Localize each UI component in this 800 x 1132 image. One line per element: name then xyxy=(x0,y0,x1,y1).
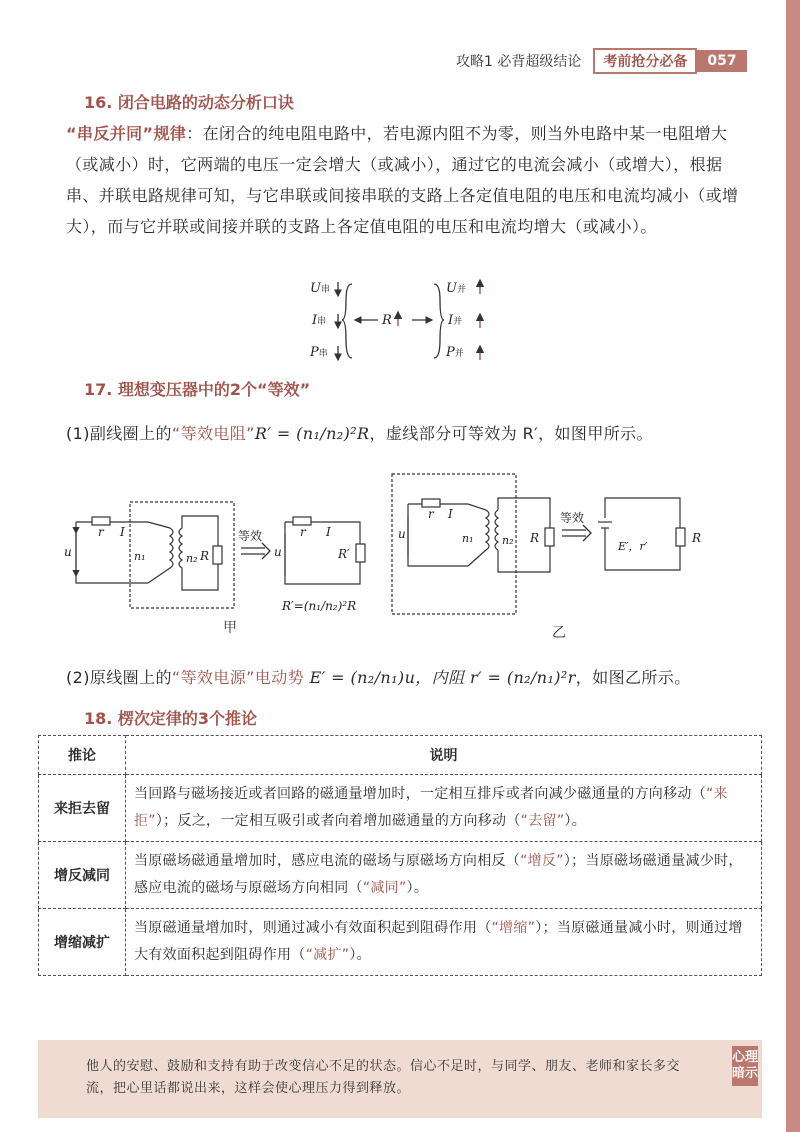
table-header-cell: 说明 xyxy=(126,736,762,775)
fig-a-formula: R′=(n₁/n₂)²R xyxy=(282,599,357,613)
rule-body: ：在闭合的纯电阻电路中，若电源内阻不为零，则当外电路中某一电阻增大（或减小）时，它两端的电压一定会增大（或减小），通过它的电流会减小（或增大），根据串、并联电路规律可知，与它串联或间接串联的支路上各定值电阻的电压和电流均减小（或增大），而与它并联或间接并联的支路上各定值电阻的电压和电流均增大（或减小）。 xyxy=(66,124,739,236)
row-description: 当回路与磁场接近或者回路的磁通量增加时，一定相互排斥或者向减少磁通量的方向移动（“来拒”）；反之，一定相互吸引或者向着增加磁通量的方向移动（“去留”）。 xyxy=(126,775,762,842)
item2-mid: 电动势 xyxy=(254,668,305,687)
label-p-series: P串 xyxy=(310,345,328,360)
label-i-parallel: I并 xyxy=(448,313,463,328)
fig-a-label-rprime: R′ xyxy=(338,547,350,561)
header-badge: 考前抢分必备 xyxy=(593,48,697,74)
section-16-body xyxy=(66,118,748,242)
fig-a-equiv-label: 等效 xyxy=(238,529,263,543)
fig-a-caption: 甲 xyxy=(223,620,237,636)
fig-a-label-r2: r xyxy=(300,525,306,539)
label-p-parallel: P并 xyxy=(446,345,464,360)
section-18-title: 18. 楞次定律的3个推论 xyxy=(84,709,258,728)
fig-a-label-r: r xyxy=(98,525,104,539)
page-header xyxy=(456,48,747,74)
page-edge-strip xyxy=(786,0,800,1132)
label-u-parallel: U并 xyxy=(446,281,466,296)
figure-b-circuit xyxy=(390,470,720,620)
label-u-series: U串 xyxy=(310,281,330,296)
fig-b-label-r2: R xyxy=(692,531,702,545)
footer-tip-box xyxy=(38,1040,762,1118)
table-row xyxy=(39,842,762,909)
fig-b-label-u: u xyxy=(398,527,406,541)
table-row xyxy=(39,909,762,976)
rule-word: 规律 xyxy=(153,124,187,143)
item1-formula: R′ = (n₁/n₂)²R xyxy=(254,424,370,443)
item2-prefix: (2)原线圈上的 xyxy=(66,668,172,687)
fig-a-label-i2: I xyxy=(326,525,331,539)
item1-key: “等效电阻” xyxy=(171,424,255,443)
label-i-series: I串 xyxy=(312,313,327,328)
fig-a-label-u2: u xyxy=(274,545,282,559)
footer-tip-text: 他人的安慰、鼓励和支持有助于改变信心不足的状态。信心不足时，与同学、朋友、老师和家长多交流，把心里话都说出来，这样会使心理压力得到释放。 xyxy=(86,1059,681,1096)
row-name: 来拒去留 xyxy=(39,775,126,842)
table-header-cell: 推论 xyxy=(39,736,126,775)
row-description: 当原磁场磁通量增加时，感应电流的磁场与原磁场方向相反（“增反”）；当原磁场磁通量减少时，感应电流的磁场与原磁场方向相同（“减同”）。 xyxy=(126,842,762,909)
item1-suffix: ，虚线部分可等效为 R′，如图甲所示。 xyxy=(369,424,653,443)
fig-a-label-u: u xyxy=(64,545,72,559)
row-name: 增反减同 xyxy=(39,842,126,909)
header-section-label: 攻略1 必背超级结论 xyxy=(456,54,582,70)
fig-b-label-r: r xyxy=(428,507,434,521)
fig-b-label-ep: E′，r′ xyxy=(618,540,648,553)
table-header-row xyxy=(39,736,762,775)
fig-b-equiv-label: 等效 xyxy=(560,511,585,525)
series-parallel-diagram xyxy=(300,276,500,366)
section-17-title: 17. 理想变压器中的2个“等效” xyxy=(84,380,311,399)
fig-b-label-n2: n₂ xyxy=(502,534,514,547)
row-description: 当原磁通量增加时，则通过减小有效面积起到阻碍作用（“增缩”）；当原磁通量减小时，则通过增大有效面积起到阻碍作用（“减扩”）。 xyxy=(126,909,762,976)
figure-a-circuit xyxy=(60,488,380,628)
table-row xyxy=(39,775,762,842)
fig-a-label-i: I xyxy=(120,525,125,539)
section-17-item-2 xyxy=(66,662,748,693)
section-16-title: 16. 闭合电路的动态分析口诀 xyxy=(84,93,294,112)
fig-b-caption: 乙 xyxy=(552,625,566,641)
fig-b-label-i: I xyxy=(448,507,453,521)
fig-a-label-n1: n₁ xyxy=(134,550,146,563)
item1-prefix: (1)副线圈上的 xyxy=(66,424,172,443)
fig-b-label-n1: n₁ xyxy=(462,532,474,545)
lenz-law-table xyxy=(38,735,762,976)
item2-suffix: ，如图乙所示。 xyxy=(575,668,691,687)
fig-a-label-r-load: R xyxy=(200,549,210,563)
item2-formula: E′ = (n₂/n₁)u，内阻 r′ = (n₂/n₁)²r xyxy=(309,668,576,687)
fig-b-label-r-load: R xyxy=(530,531,540,545)
section-17-item-1 xyxy=(66,418,748,449)
footer-tag: 心理暗示 xyxy=(732,1046,758,1086)
label-r-center: R xyxy=(382,313,392,328)
fig-a-label-n2: n₂ xyxy=(186,552,198,565)
rule-name: “串反并同” xyxy=(66,124,154,143)
row-name: 增缩减扩 xyxy=(39,909,126,976)
item2-key: “等效电源” xyxy=(171,668,255,687)
page-number: 057 xyxy=(697,50,746,72)
